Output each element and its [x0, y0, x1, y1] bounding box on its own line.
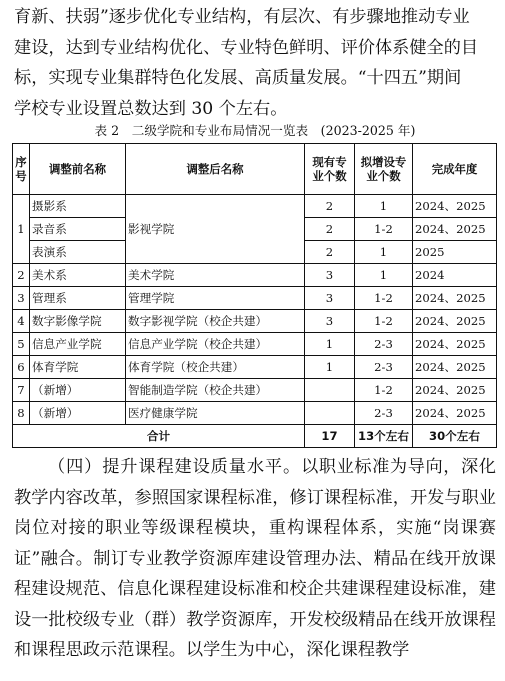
cell-year: 2024、2025: [413, 356, 497, 379]
cell-before: 录音系: [30, 218, 126, 241]
header-year: 完成年度: [413, 144, 497, 195]
table-row: [13, 195, 497, 218]
cell-before: 体育学院: [30, 356, 126, 379]
cell-year: 2025: [413, 241, 497, 264]
cell-after: 数字影视学院（校企共建）: [126, 310, 305, 333]
cell-current: 2: [305, 218, 355, 241]
cell-after: 智能制造学院（校企共建）: [126, 379, 305, 402]
cell-current: 1: [305, 333, 355, 356]
cell-current: 2: [305, 241, 355, 264]
table-caption: 表 2 二级学院和专业布局情况一览表 (2023-2025 年): [94, 123, 416, 138]
cell-after: 医疗健康学院: [126, 402, 305, 425]
cell-year: 2024、2025: [413, 287, 497, 310]
cell-planned: 1: [355, 195, 413, 218]
body-text: 以职业标准为导向，深化教学内容改革，参照国家课程标准，修订课程标准，开发与职业岗位对接的职业等级课程模块，重构课程体系，实施“岗课赛证”融合。制订专业教学资源库建设管理办法、精品在线开放课程建设规范、信息化课程建设标准和校企共建课程建设标准，建设一批校级专业（群）教学资源库，开发校级精品在线开放课程和课程思政示范课程。以学生为中心，深化课程教学: [14, 457, 496, 660]
table-row: [13, 310, 497, 333]
table-total-row: [13, 425, 497, 448]
cell-after: 信息产业学院（校企共建）: [126, 333, 305, 356]
cell-current: [305, 402, 355, 425]
cell-planned: 1-2: [355, 310, 413, 333]
intro-line-4: 学校专业设置总数达到 30 个左右。: [14, 98, 288, 119]
table-header-row: [13, 144, 497, 195]
cell-after: 管理学院: [126, 287, 305, 310]
cell-current: 2: [305, 195, 355, 218]
table-row: [13, 264, 497, 287]
total-planned: 13个左右: [355, 425, 413, 448]
cell-no: 5: [13, 333, 30, 356]
cell-year: 2024、2025: [413, 402, 497, 425]
cell-before: （新增）: [30, 402, 126, 425]
total-label: 合计: [13, 425, 305, 448]
cell-after: 美术学院: [126, 264, 305, 287]
cell-before: 信息产业学院: [30, 333, 126, 356]
cell-no: 1: [13, 195, 30, 264]
table-row: [13, 379, 497, 402]
header-current: 现有专业个数: [305, 144, 355, 195]
cell-no: 7: [13, 379, 30, 402]
header-after: 调整后名称: [126, 144, 305, 195]
cell-year: 2024、2025: [413, 310, 497, 333]
header-no: 序号: [13, 144, 30, 195]
cell-current: 1: [305, 356, 355, 379]
table-row: [13, 356, 497, 379]
header-planned: 拟增设专业个数: [355, 144, 413, 195]
cell-planned: 1-2: [355, 218, 413, 241]
cell-planned: 1-2: [355, 379, 413, 402]
section-heading: （四）提升课程建设质量水平。: [48, 457, 302, 477]
college-layout-table: [12, 143, 497, 448]
cell-year: 2024、2025: [413, 379, 497, 402]
cell-current: 3: [305, 264, 355, 287]
cell-planned: 2-3: [355, 333, 413, 356]
cell-current: 3: [305, 287, 355, 310]
cell-planned: 2-3: [355, 402, 413, 425]
cell-no: 8: [13, 402, 30, 425]
table-row: [13, 287, 497, 310]
cell-planned: 1: [355, 241, 413, 264]
intro-line-1: 育新、扶弱”逐步优化专业结构，有层次、有步骤地推动专业: [14, 7, 470, 27]
cell-planned: 2-3: [355, 356, 413, 379]
cell-no: 6: [13, 356, 30, 379]
cell-before: 表演系: [30, 241, 126, 264]
cell-year: 2024、2025: [413, 218, 497, 241]
body-paragraph: [14, 452, 496, 666]
cell-before: 数字影像学院: [30, 310, 126, 333]
intro-line-2: 建设，达到专业结构优化、专业特色鲜明、评价体系健全的目: [14, 37, 479, 58]
cell-no: 4: [13, 310, 30, 333]
cell-planned: 1: [355, 264, 413, 287]
cell-year: 2024、2025: [413, 195, 497, 218]
header-before: 调整前名称: [30, 144, 126, 195]
cell-no: 3: [13, 287, 30, 310]
cell-planned: 1-2: [355, 287, 413, 310]
intro-paragraph: [14, 2, 496, 124]
cell-before: 摄影系: [30, 195, 126, 218]
cell-before: （新增）: [30, 379, 126, 402]
cell-current: [305, 379, 355, 402]
cell-after: 体育学院（校企共建）: [126, 356, 305, 379]
cell-before: 美术系: [30, 264, 126, 287]
cell-before: 管理系: [30, 287, 126, 310]
cell-current: 3: [305, 310, 355, 333]
total-current: 17: [305, 425, 355, 448]
table-row: [13, 402, 497, 425]
cell-year: 2024、2025: [413, 333, 497, 356]
cell-no: 2: [13, 264, 30, 287]
cell-after: 影视学院: [126, 195, 305, 264]
intro-line-3: 标，实现专业集群特色化发展、高质量发展。“十四五”期间: [14, 68, 462, 88]
cell-year: 2024: [413, 264, 497, 287]
total-year: 30个左右: [413, 425, 497, 448]
table-row: [13, 333, 497, 356]
